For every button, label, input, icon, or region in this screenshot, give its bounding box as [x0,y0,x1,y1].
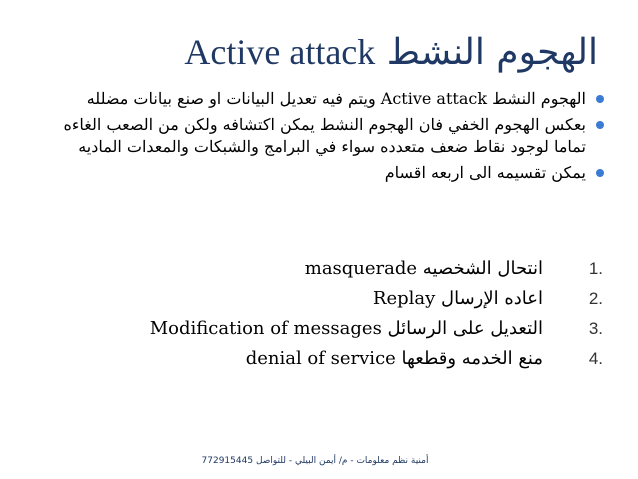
bullet-list [50,88,606,188]
item-number: 1. [588,259,603,278]
numbered-list [150,254,603,374]
bullet-item [50,114,606,158]
bullet-text: الهجوم النشط Active attack ويتم فيه تعديل البيانات او صنع بيانات مضلله [86,89,586,108]
bullet-text: بعكس الهجوم الخفي فان الهجوم النشط يمكن اكتشافه ولكن من الصعب الغاءه تماما لوجود نقاط ضعف متعدده سواء في البرامج والشبكات والمعدات الماديه [63,115,586,156]
numbered-item [150,314,603,344]
item-number: 4. [588,349,603,368]
item-text: انتحال الشخصيه masquerade [304,258,543,279]
item-text: التعديل على الرسائل Modification of messages [149,318,543,339]
bullet-item [50,162,606,184]
item-number: 2. [588,289,603,308]
bullet-text: يمكن تقسيمه الى اربعه اقسام [384,163,586,182]
slide-title [40,30,598,75]
bullet-dot-icon [596,169,604,177]
numbered-item [150,344,603,374]
bullet-dot-icon [596,95,604,103]
item-number: 3. [588,319,603,338]
item-text: اعاده الإرسال Replay [372,288,543,309]
numbered-item [150,254,603,284]
bullet-dot-icon [596,121,604,129]
numbered-item [150,284,603,314]
title-arabic: الهجوم النشط [386,32,598,73]
title-english: Active attack [184,32,376,72]
bullet-item [50,88,606,110]
slide-footer: أمنية نظم معلومات - م/ أيمن البيلي - للتواصل 772915445 [201,456,429,466]
item-text: منع الخدمه وقطعها denial of service [245,348,543,369]
